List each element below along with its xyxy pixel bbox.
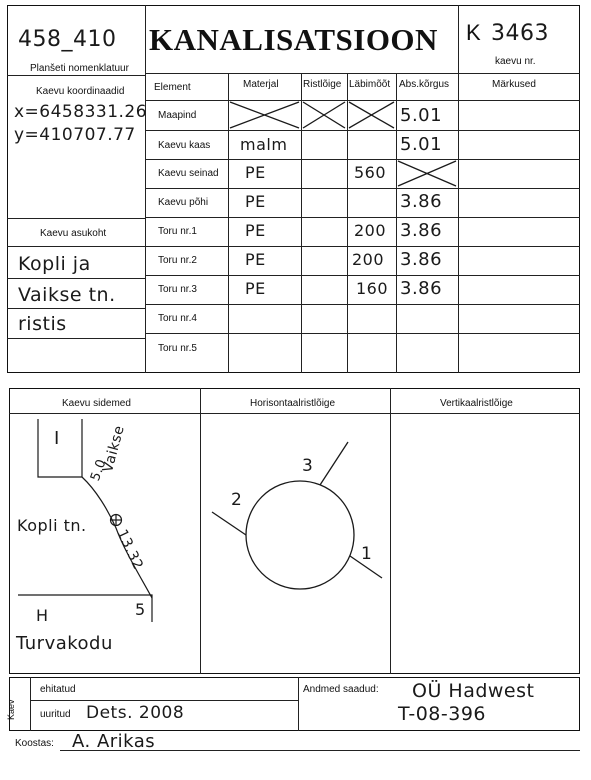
cell-seinad-materjal: PE (245, 163, 266, 182)
footer-data-from-line2: T-08-396 (398, 703, 487, 725)
cell-toru2-abs: 3.86 (400, 249, 443, 270)
location-line-2: Vaikse tn. (18, 284, 116, 306)
cell-toru1-labimoot: 200 (354, 221, 387, 240)
footer-measured-label: uuritud (40, 709, 71, 720)
table-header-abs: Abs.kõrgus (399, 79, 450, 90)
sketch-dist-corner: 5 (135, 600, 146, 619)
sketch-building-bottom: H (36, 606, 49, 625)
pipe-label-1: 1 (361, 544, 373, 564)
well-number: 3463 (491, 21, 549, 46)
location-line-3: ristis (18, 313, 67, 335)
footer-mid-divider (298, 677, 299, 731)
footer-row-line (30, 700, 298, 701)
cell-seinad-labimoot: 560 (354, 163, 387, 182)
cell-kaas-materjal: malm (240, 135, 288, 154)
cell-toru1-abs: 3.86 (400, 220, 443, 241)
sketch-dist-top: 5.0 (88, 457, 110, 484)
sketch-dist-bottom: 13.32 (113, 527, 147, 573)
cell-toru3-labimoot: 160 (356, 279, 389, 298)
sketch-label-connections: Kaevu sidemed (62, 398, 131, 409)
row-label-toru-4: Toru nr.4 (158, 313, 197, 324)
row-label-toru-2: Toru nr.2 (158, 255, 197, 266)
footer-measured-value: Dets. 2008 (86, 703, 185, 723)
sketch-label-horizontal: Horisontaalristlõige (250, 398, 336, 409)
footer-data-from-label: Andmed saadud: (303, 684, 379, 695)
row-label-maapind: Maapind (158, 110, 197, 121)
footer-side-label: Kaev (6, 699, 16, 720)
row-label-kaevu-seinad: Kaevu seinad (158, 168, 219, 179)
cell-toru1-materjal: PE (245, 221, 266, 240)
footer-built-label: ehitatud (40, 684, 76, 695)
sketch-building-top: I (54, 428, 60, 449)
coordinates-label: Kaevu koordinaadid (36, 86, 125, 97)
location-label: Kaevu asukoht (40, 228, 107, 239)
row-label-toru-1: Toru nr.1 (158, 226, 197, 237)
sheet-number: 458_410 (18, 27, 117, 52)
table-header-markused: Märkused (492, 79, 536, 90)
cell-toru2-materjal: PE (245, 250, 266, 269)
footer-compiled-value: A. Arikas (72, 731, 156, 752)
cell-toru3-materjal: PE (245, 279, 266, 298)
footer-data-from-line1: OÜ Hadwest (412, 680, 535, 702)
cell-toru3-abs: 3.86 (400, 278, 443, 299)
cell-kaas-abs: 5.01 (400, 134, 443, 155)
coordinate-x: x=6458331.26 (14, 102, 148, 122)
sketch-building-bottom-name: Turvakodu (16, 633, 113, 654)
page-title: KANALISATSIOON (149, 22, 438, 57)
table-header-materjal: Materjal (243, 79, 279, 90)
sketch-label-vertical: Vertikaalristlõige (440, 398, 513, 409)
table-header-labimoot: Läbimõõt (349, 79, 391, 90)
footer-compiled-line (60, 750, 580, 751)
sheet-label: Planšeti nomenklatuur (30, 63, 129, 74)
cell-pohi-abs: 3.86 (400, 191, 443, 212)
sketch-street-right: Vaikse (100, 423, 128, 475)
row-label-toru-3: Toru nr.3 (158, 284, 197, 295)
sketch-street-left: Kopli tn. (17, 516, 87, 535)
row-label-kaevu-pohi: Kaevu põhi (158, 197, 209, 208)
well-label: kaevu nr. (495, 56, 536, 67)
well-prefix: K (466, 20, 481, 45)
row-label-kaevu-kaas: Kaevu kaas (158, 140, 211, 151)
row-label-toru-5: Toru nr.5 (158, 343, 197, 354)
pipe-label-2: 2 (231, 490, 243, 510)
location-line-1: Kopli ja (18, 253, 91, 275)
cell-pohi-materjal: PE (245, 192, 266, 211)
table-header-element: Element (154, 82, 191, 93)
cell-maapind-abs: 5.01 (400, 105, 443, 126)
table-header-ristloige: Ristlõige (303, 79, 342, 90)
footer-compiled-label: Koostas: (15, 738, 54, 749)
footer-side-divider (30, 677, 31, 731)
coordinate-y: y=410707.77 (14, 125, 136, 145)
pipe-label-3: 3 (302, 456, 314, 476)
cell-toru2-labimoot: 200 (352, 250, 385, 269)
